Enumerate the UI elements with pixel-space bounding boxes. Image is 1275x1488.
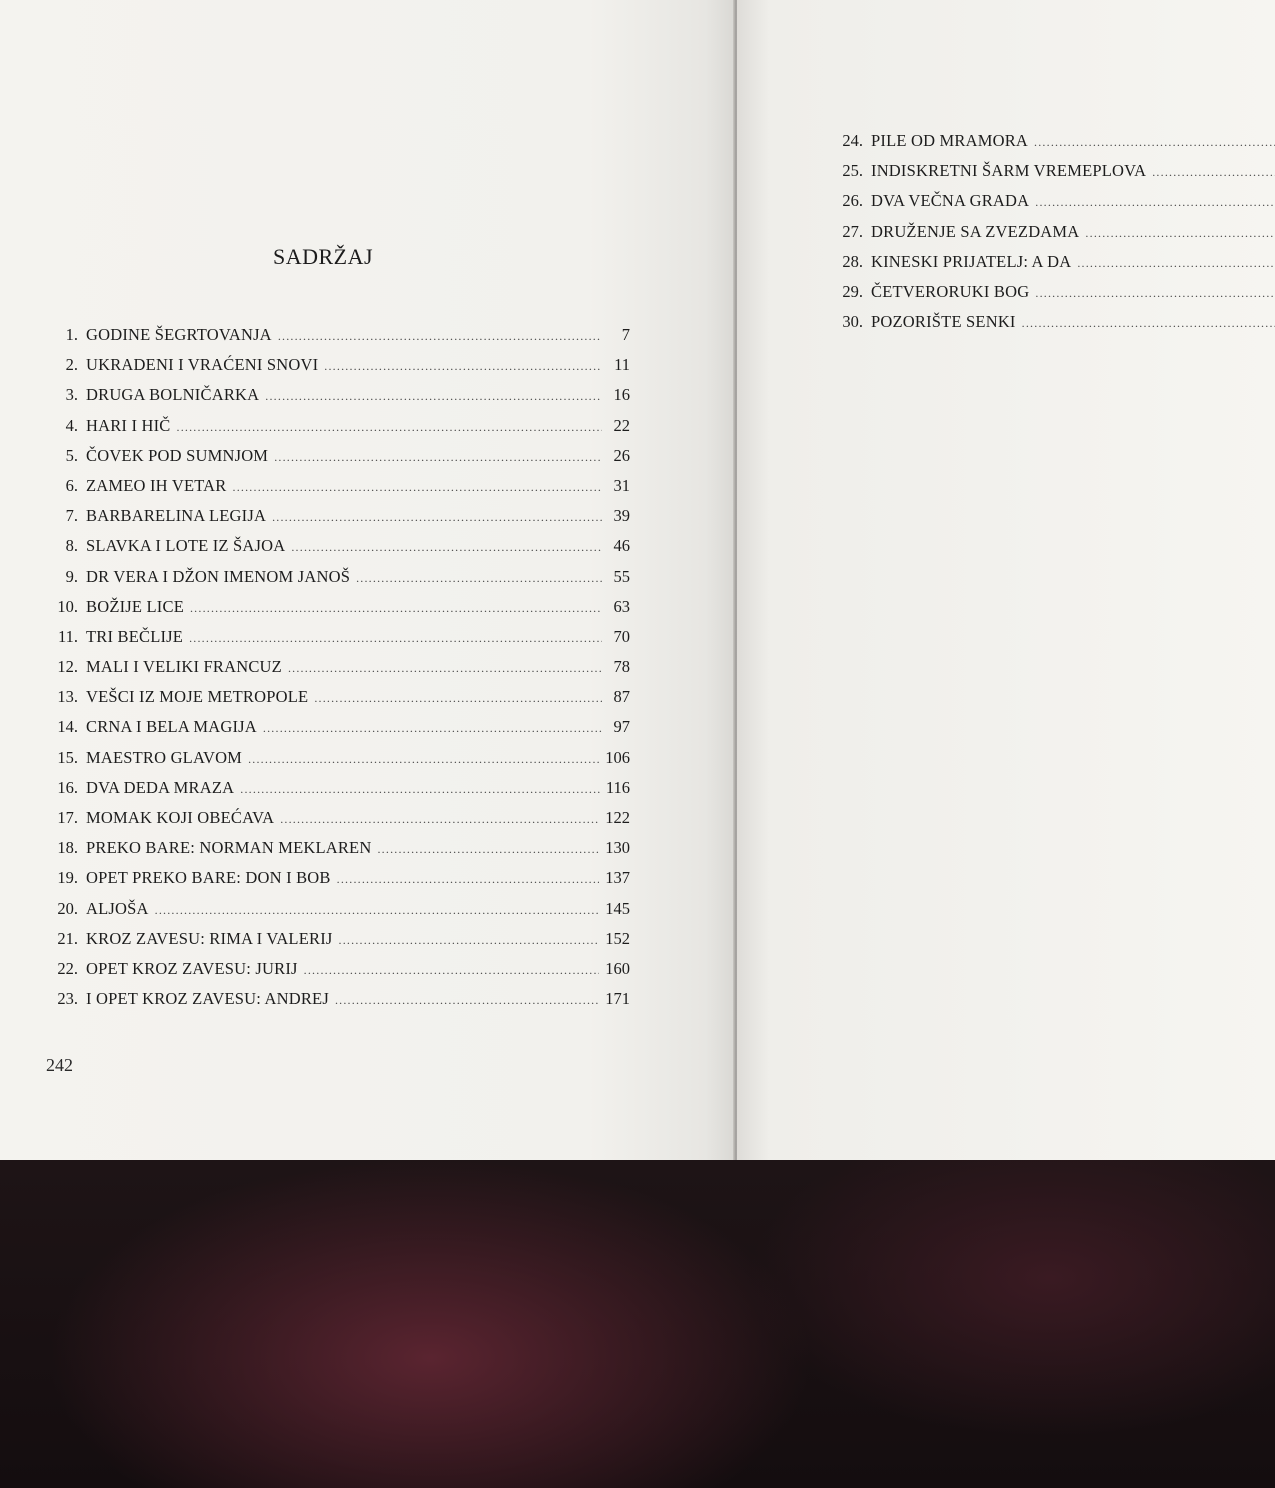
- toc-entry-title: CRNA I BELA MAGIJA: [86, 717, 257, 737]
- toc-entry: [823, 186, 1275, 216]
- toc-entry-title: HARI I HIČ: [86, 415, 171, 435]
- toc-entry-number: 8.: [65, 536, 78, 556]
- toc-entry-number: 3.: [65, 385, 78, 405]
- dot-leader: [337, 864, 600, 894]
- toc-list-left: [38, 320, 630, 1014]
- toc-entry: [823, 217, 1275, 247]
- toc-entry-title: DR VERA I DŽON IMENOM JANOŠ: [86, 566, 351, 586]
- toc-entry-number: 28.: [842, 251, 863, 271]
- dot-leader: [288, 653, 602, 683]
- toc-entry: [38, 350, 630, 380]
- toc-entry: [38, 863, 630, 893]
- dot-leader: [1085, 218, 1275, 248]
- toc-entry: [38, 743, 630, 773]
- toc-entry-number: 19.: [57, 868, 78, 888]
- toc-entry-number: 2.: [65, 355, 78, 375]
- toc-entry-page: 22: [613, 415, 630, 435]
- toc-entry-number: 20.: [57, 898, 78, 918]
- toc-entry: [38, 471, 630, 501]
- toc-entry-number: 4.: [65, 415, 78, 435]
- toc-entry-page: 122: [605, 808, 630, 827]
- toc-entry: [823, 277, 1275, 307]
- toc-entry-page: 106: [605, 747, 630, 767]
- toc-entry: [823, 126, 1275, 156]
- dot-leader: [278, 321, 602, 351]
- scanner-background: [0, 1158, 1275, 1488]
- toc-entry-title: KINESKI PRIJATELJ: A DA: [871, 251, 1072, 271]
- dot-leader: [291, 532, 602, 562]
- toc-entry-title: INDISKRETNI ŠARM VREMEPLOVA: [871, 161, 1147, 181]
- toc-entry-title: ČOVEK POD SUMNJOM: [86, 445, 269, 465]
- toc-entry-title: GODINE ŠEGRTOVANJA: [86, 325, 272, 344]
- toc-entry: [38, 652, 630, 682]
- dot-leader: [190, 593, 602, 623]
- toc-entry-number: 24.: [842, 131, 863, 150]
- toc-entry-title: DRUGA BOLNIČARKA: [86, 385, 260, 405]
- toc-entry-page: 70: [613, 626, 630, 646]
- toc-list-right: [823, 126, 1275, 337]
- toc-entry-title: DVA DEDA MRAZA: [86, 777, 235, 797]
- page-title: SADRŽAJ: [273, 244, 374, 269]
- dot-leader: [189, 623, 602, 653]
- toc-entry: [38, 501, 630, 531]
- toc-entry: [38, 562, 630, 592]
- toc-entry-title: ČETVERORUKI BOG: [871, 281, 1030, 301]
- toc-entry-title: DRUŽENJE SA ZVEZDAMA: [871, 221, 1080, 241]
- toc-entry-page: 39: [613, 506, 630, 526]
- toc-entry: [38, 320, 630, 350]
- toc-entry-page: 145: [605, 898, 630, 918]
- toc-entry-number: 22.: [57, 958, 78, 978]
- toc-entry-page: 7: [621, 325, 630, 344]
- toc-entry-page: 46: [613, 536, 630, 556]
- dot-leader: [177, 412, 603, 442]
- toc-entry-title: PILE OD MRAMORA: [871, 131, 1029, 150]
- dot-leader: [304, 955, 600, 985]
- dot-leader: [1022, 308, 1275, 338]
- dot-leader: [248, 744, 599, 774]
- dot-leader: [1035, 187, 1275, 217]
- toc-entry-number: 12.: [57, 657, 78, 677]
- toc-entry-title: BOŽIJE LICE: [86, 596, 184, 616]
- toc-entry-title: ZAMEO IH VETAR: [86, 475, 227, 495]
- dot-leader: [1077, 248, 1275, 278]
- toc-entry-number: 11.: [57, 626, 78, 646]
- toc-entry: [38, 833, 630, 863]
- toc-entry-number: 18.: [57, 838, 78, 858]
- toc-entry-title: VEŠCI IZ MOJE METROPOLE: [86, 687, 309, 707]
- toc-entry-number: 15.: [57, 747, 78, 767]
- toc-entry-number: 23.: [57, 989, 78, 1009]
- toc-entry-title: DVA VEČNA GRADA: [871, 191, 1030, 211]
- toc-entry: [38, 592, 630, 622]
- toc-entry-title: BARBARELINA LEGIJA: [86, 506, 267, 526]
- toc-entry: [38, 984, 630, 1014]
- dot-leader: [356, 563, 602, 593]
- toc-entry-number: 6.: [65, 475, 78, 495]
- toc-entry-page: 26: [613, 445, 630, 465]
- toc-entry-number: 30.: [842, 312, 863, 332]
- toc-entry-number: 7.: [65, 506, 78, 526]
- dot-leader: [233, 472, 603, 502]
- toc-entry-number: 17.: [57, 808, 78, 827]
- toc-entry-title: POZORIŠTE SENKI: [871, 312, 1016, 332]
- toc-entry-number: 14.: [57, 717, 78, 737]
- toc-entry-page: 130: [605, 838, 630, 858]
- toc-entry: [38, 924, 630, 954]
- dot-leader: [274, 442, 602, 472]
- toc-entry: [38, 622, 630, 652]
- toc-entry: [823, 247, 1275, 277]
- toc-entry-page: 16: [613, 385, 630, 405]
- toc-entry: [38, 773, 630, 803]
- dot-leader: [1152, 157, 1275, 187]
- toc-entry-number: 10.: [57, 596, 78, 616]
- toc-entry-title: UKRADENI I VRAĆENI SNOVI: [86, 355, 319, 375]
- toc-entry-number: 5.: [65, 445, 78, 465]
- dot-leader: [314, 683, 602, 713]
- toc-entry-page: 78: [613, 657, 630, 677]
- toc-entry-number: 13.: [57, 687, 78, 707]
- toc-entry-page: 11: [614, 355, 630, 375]
- toc-entry-number: 9.: [65, 566, 78, 586]
- page-number: 242: [46, 1055, 73, 1075]
- dot-leader: [240, 774, 600, 804]
- dot-leader: [324, 351, 602, 381]
- dot-leader: [377, 834, 599, 864]
- toc-entry-page: 116: [605, 777, 630, 797]
- toc-entry-number: 25.: [842, 161, 863, 181]
- toc-entry-title: TRI BEČLIJE: [86, 626, 184, 646]
- dot-leader: [335, 985, 599, 1015]
- toc-entry-title: OPET PREKO BARE: DON I BOB: [86, 868, 331, 888]
- toc-entry-title: KROZ ZAVESU: RIMA I VALERIJ: [86, 928, 333, 948]
- dot-leader: [263, 713, 602, 743]
- toc-entry: [823, 307, 1275, 337]
- toc-entry: [38, 803, 630, 833]
- right-page: [737, 0, 1275, 1160]
- toc-entry-title: I OPET KROZ ZAVESU: ANDREJ: [86, 989, 329, 1009]
- toc-entry-title: SLAVKA I LOTE IZ ŠAJOA: [86, 536, 286, 556]
- toc-entry: [38, 380, 630, 410]
- toc-entry-number: 16.: [57, 777, 78, 797]
- toc-entry-number: 29.: [842, 281, 863, 301]
- toc-entry-page: 160: [605, 958, 630, 978]
- left-page: [0, 0, 735, 1160]
- dot-leader: [155, 895, 600, 925]
- dot-leader: [280, 804, 599, 834]
- dot-leader: [265, 381, 602, 411]
- toc-entry-page: 31: [613, 475, 630, 495]
- toc-entry-number: 26.: [842, 191, 863, 211]
- dot-leader: [272, 502, 602, 532]
- toc-entry-page: 55: [613, 566, 630, 586]
- toc-entry-title: MAESTRO GLAVOM: [86, 747, 243, 767]
- toc-entry-page: 152: [605, 928, 630, 948]
- toc-entry: [38, 894, 630, 924]
- toc-entry: [823, 156, 1275, 186]
- dot-leader: [1035, 278, 1275, 308]
- toc-entry-number: 1.: [65, 325, 78, 344]
- dot-leader: [1034, 127, 1275, 157]
- toc-entry-title: MALI I VELIKI FRANCUZ: [86, 657, 282, 677]
- toc-entry-page: 63: [613, 596, 630, 616]
- toc-entry: [38, 954, 630, 984]
- toc-entry-title: PREKO BARE: NORMAN MEKLAREN: [86, 838, 372, 858]
- toc-entry-page: 97: [613, 717, 630, 737]
- dot-leader: [339, 925, 600, 955]
- toc-entry: [38, 411, 630, 441]
- toc-entry: [38, 441, 630, 471]
- toc-entry-title: ALJOŠA: [86, 898, 149, 918]
- toc-entry: [38, 531, 630, 561]
- toc-entry: [38, 712, 630, 742]
- toc-entry-page: 137: [605, 868, 630, 888]
- toc-entry-number: 21.: [57, 928, 78, 948]
- toc-entry-number: 27.: [842, 221, 863, 241]
- toc-entry-page: 87: [613, 687, 630, 707]
- toc-entry-title: OPET KROZ ZAVESU: JURIJ: [86, 958, 298, 978]
- toc-entry-page: 171: [605, 989, 630, 1009]
- toc-entry-title: MOMAK KOJI OBEĆAVA: [86, 808, 275, 827]
- toc-entry: [38, 682, 630, 712]
